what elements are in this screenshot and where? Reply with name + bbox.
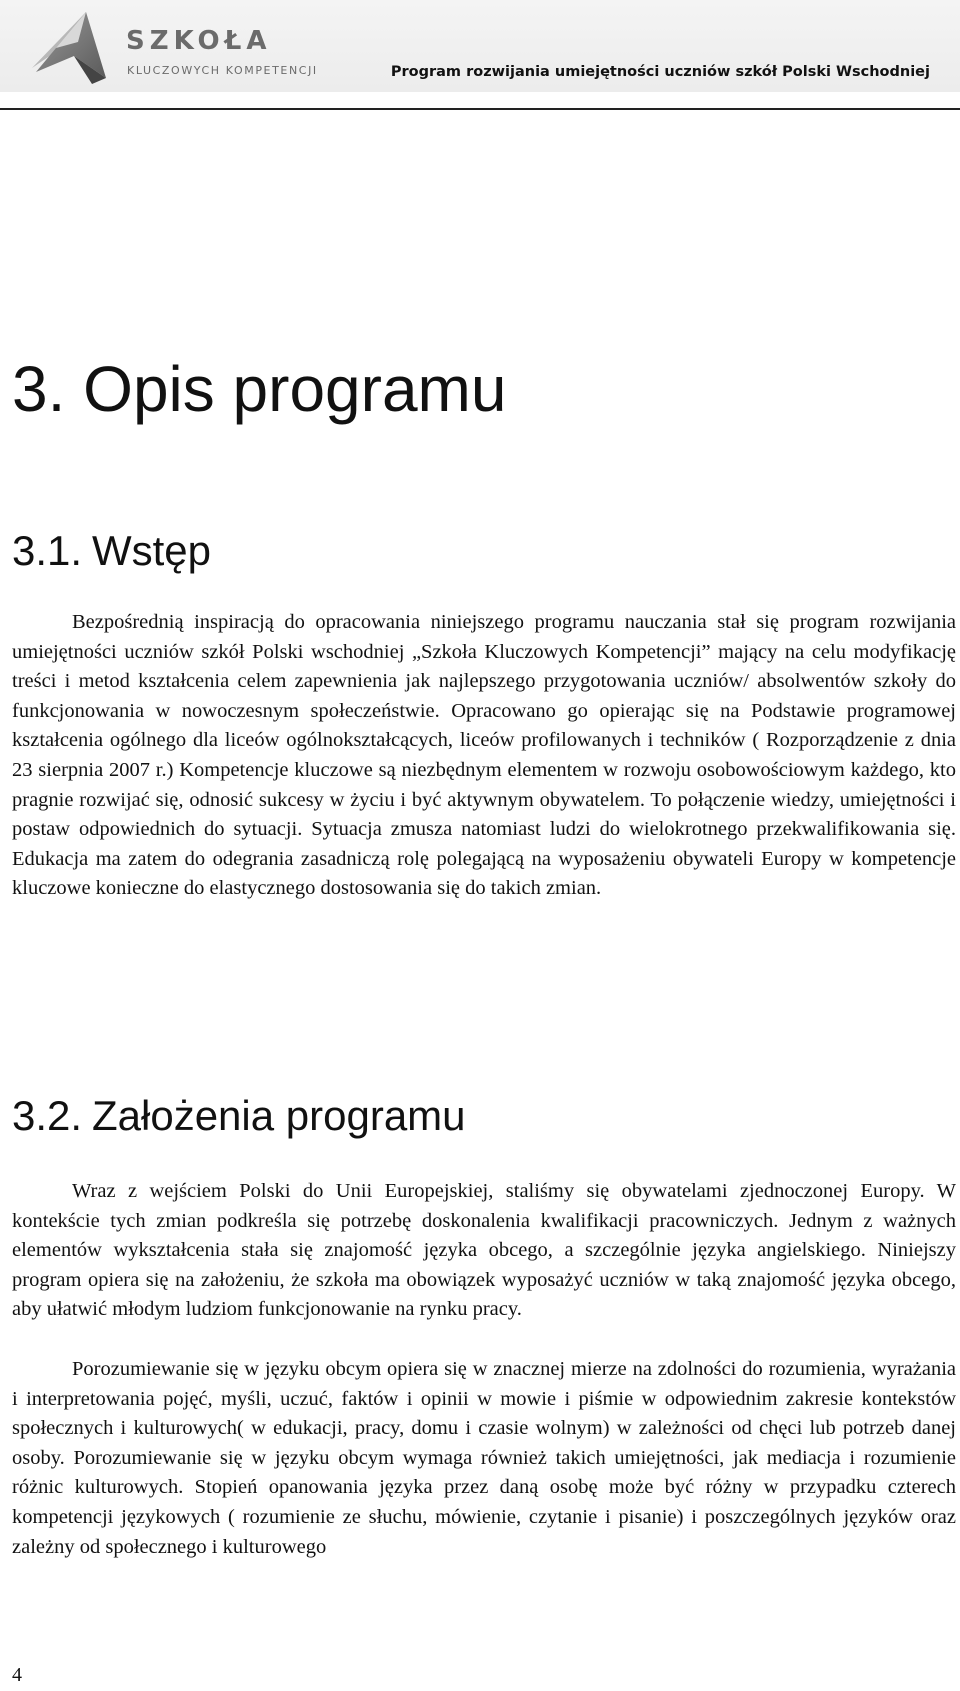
logo-mark-icon [26, 8, 126, 90]
header-tagline: Program rozwijania umiejętności uczniów szkół Polski Wschodniej [390, 64, 930, 80]
section-title: Założenia programu [92, 1092, 466, 1139]
page-header [0, 0, 960, 110]
section-number: 3.2. [12, 1092, 83, 1139]
logo-title: SZKOŁA [126, 26, 272, 56]
chapter-heading: 3. Opis programu [12, 353, 507, 425]
intro-paragraph-text: Bezpośrednią inspiracją do opracowania niniejszego programu nauczania stał się program rozwijania umiejętności uczniów szkół Polski wschodniej „Szkoła Kluczowych Kompetencji” mający na celu modyfikację treści i metod kształcenia celem zapewnienia jak najlepszego przygotowania uczniów/ absolwentów szkoły do funkcjonowania w nowoczesnym społeczeństwie. Opracowano go opierając się na Podstawie programowej kształcenia ogólnego dla liceów ogólnokształcących, liceów profilowanych i techników ( Rozporządzenie z dnia 23 sierpnia 2007 r.) Kompetencje kluczowe są niezbędnym elementem w rozwoju osobowościowym każdego, kto pragnie rozwijać się, odnosić sukcesy w życiu i być aktywnym obywatelem. To połączenie wiedzy, umiejętności i postaw odpowiednich do sytuacji. Sytuacja zmusza natomiast ludzi do wielokrotnego przekwalifikowania się. Edukacja ma zatem do odegrania zasadniczą rolę polegającą na wyposażeniu obywateli Europy w kompetencje kluczowe konieczne do elastycznego dostosowania się do takich zmian. [12, 611, 956, 900]
intro-paragraph [12, 608, 956, 904]
section-number: 3.1. [12, 527, 83, 574]
header-divider [0, 108, 960, 110]
page-number: 4 [12, 1664, 22, 1686]
assumptions-paragraph-1-text: Wraz z wejściem Polski do Unii Europejskiej, staliśmy się obywatelami zjednoczonej Europy. W kontekście tych zmian podkreśla się potrzebę doskonalenia kwalifikacji pracowniczych. Jednym z ważnych elementów wykształcenia stała się znajomość języka obcego, a szczególnie języka angielskiego. Niniejszy program opiera się na założeniu, że szkoła ma obowiązek wyposażyć uczniów w taką znajomość języka obcego, aby ułatwić młodym ludziom funkcjonowanie na rynku pracy. [12, 1180, 956, 1321]
assumptions-paragraph-1 [12, 1177, 956, 1325]
school-logo [26, 8, 326, 88]
section-heading-assumptions [12, 1092, 466, 1140]
section-heading-intro [12, 527, 211, 575]
section-title: Wstęp [92, 527, 212, 574]
logo-subtitle: KLUCZOWYCH KOMPETENCJI [127, 64, 318, 77]
assumptions-paragraph-2 [12, 1355, 956, 1562]
assumptions-paragraph-2-text: Porozumiewanie się w języku obcym opiera się w znacznej mierze na zdolności do rozumienia, wyrażania i interpretowania pojęć, myśli, uczuć, faktów i opinii w mowie i piśmie w odpowiednim zakresie kontekstów społecznych i kulturowych( w edukacji, pracy, domu i czasie wolnym) w zależności od chęci lub potrzeb danej osoby. Porozumiewanie się w języku obcym wymaga również takich umiejętności, jak mediacja i rozumienie różnic kulturowych. Stopień opanowania języka przez daną osobę może być różny w przypadku czterech kompetencji językowych ( rozumienie ze słuchu, mówienie, czytanie i pisanie) i poszczególnych języków oraz zależny od społecznego i kulturowego [12, 1358, 956, 1558]
